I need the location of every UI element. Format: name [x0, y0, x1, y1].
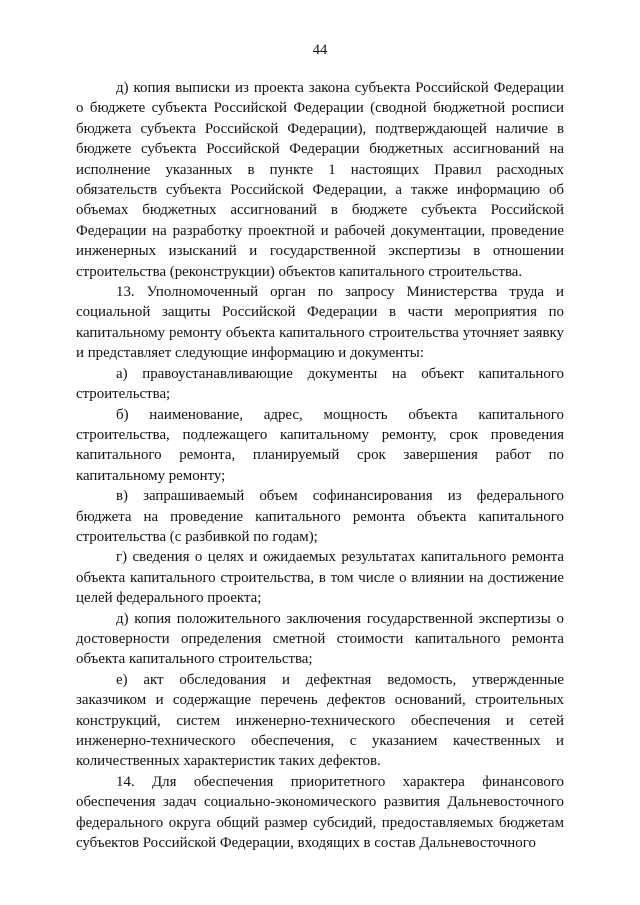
paragraph-12d: д) копия выписки из проекта закона субъекта Российской Федерации о бюджете субъекта Российской Федерации (сводной бюджетной росписи бюджета субъекта Российской Федерации), подтверждающей наличие в бюджете субъекта Российской Федерации бюджетных ассигнований на исполнение указанных в пункте 1 настоящих Правил расходных обязательств субъекта Российской Федерации, а также информацию об объемах бюджетных ассигнований в бюджете субъекта Российской Федерации на разработку проектной и рабочей документации, проведение инженерных изысканий и государственной экспертизы в отношении строительства (реконструкции) объектов капитального строительства. — [76, 80, 564, 280]
paragraph-13b: б) наименование, адрес, мощность объекта капитального строительства, подлежащего капитальному ремонту, срок проведения капитального ремонта, планируемый срок завершения работ по капитальному ремонту; — [76, 406, 564, 484]
page-number: 44 — [312, 42, 328, 58]
paragraph-14: 14. Для обеспечения приоритетного характера финансового обеспечения задач социально-экономического развития Дальневосточного федерального округа общий размер субсидий, предоставляемых бюджетам субъектов Российской Федерации, входящих в состав Дальневосточного — [76, 773, 564, 852]
paragraph-13g: г) сведения о целях и ожидаемых результатах капитального ремонта объекта капитального строительства, в том числе о влиянии на достижение целей федерального проекта; — [76, 549, 564, 607]
paragraph-13e: е) акт обследования и дефектная ведомость, утвержденные заказчиком и содержащие перечень дефектов оснований, строительных конструкций, систем инженерно-технического обеспечения и сетей инженерно-технического обеспечения, с указанием качественных и количественных характеристик таких дефектов. — [76, 671, 564, 770]
paragraph-13d: д) копия положительного заключения государственной экспертизы о достоверности определения сметной стоимости капитального ремонта объекта капитального строительства; — [76, 610, 564, 668]
document-body — [76, 78, 564, 853]
paragraph-13v: в) запрашиваемый объем софинансирования из федерального бюджета на проведение капитального ремонта объекта капитального строительства (с разбивкой по годам); — [76, 488, 564, 545]
paragraph-13: 13. Уполномоченный орган по запросу Министерства труда и социальной защиты Российской Федерации в части мероприятия по капитальному ремонту объекта капитального строительства уточняет заявку и представляет следующие информацию и документы: — [76, 284, 564, 362]
paragraph-13a: а) правоустанавливающие документы на объект капитального строительства; — [76, 365, 564, 403]
